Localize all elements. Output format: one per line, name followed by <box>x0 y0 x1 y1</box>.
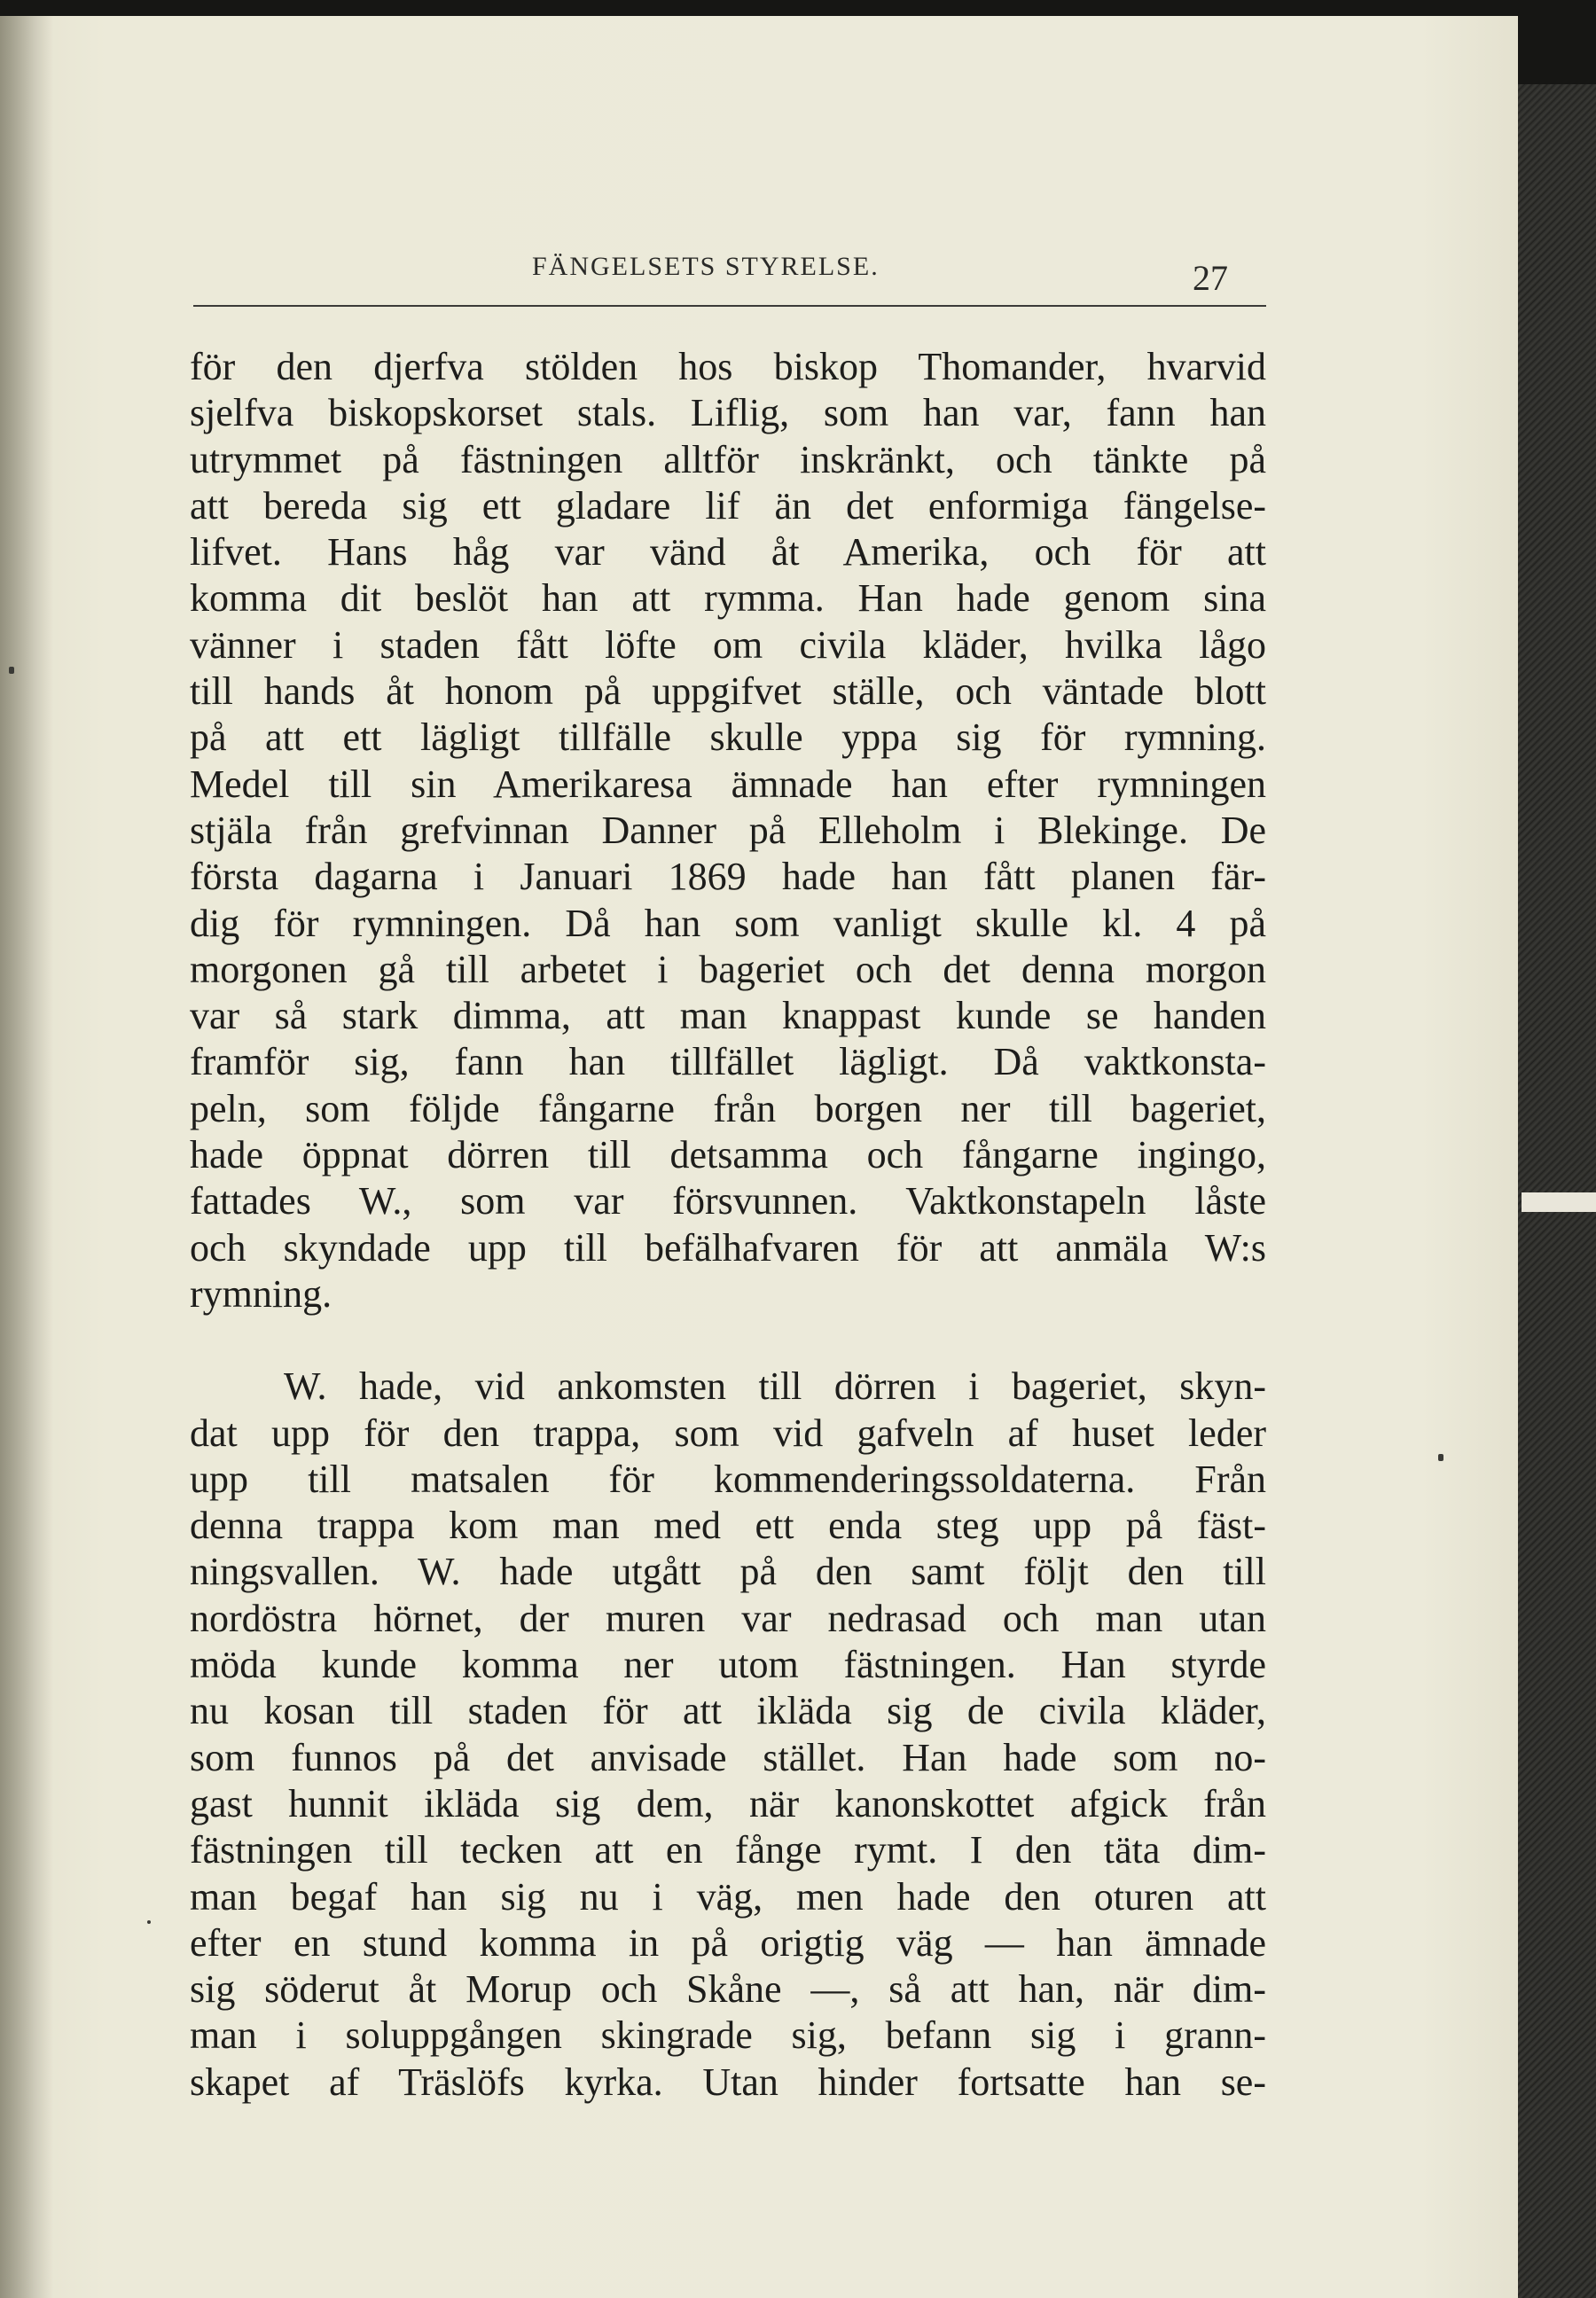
margin-speck <box>1438 1454 1443 1461</box>
text-line: denna trappa kom man med ett enda steg upp på fäst- <box>190 1504 1266 1548</box>
margin-speck <box>147 1920 151 1924</box>
text-line: för den djerfva stölden hos biskop Thomander, hvarvid <box>190 345 1266 388</box>
margin-speck <box>9 667 14 674</box>
text-line: rymning. <box>190 1271 332 1316</box>
text-line: peln, som följde fångarne från borgen ner till bageriet, <box>190 1086 1266 1130</box>
text-line: var så stark dimma, att man knappast kunde se handen <box>190 994 1266 1038</box>
header-rule <box>193 305 1266 307</box>
text-line: skapet af Träslöfs kyrka. Utan hinder fortsatte han se- <box>190 2060 1266 2104</box>
text-line: att bereda sig ett gladare lif än det enformiga fängelse- <box>190 483 1266 528</box>
text-line: sig söderut åt Morup och Skåne —, så att han, när dim- <box>190 1967 1266 2012</box>
paragraph-spacer <box>190 1317 1266 1364</box>
body-text <box>190 344 1266 2106</box>
text-line: komma dit beslöt han att rymma. Han hade genom sina <box>190 576 1266 621</box>
text-line: första dagarna i Januari 1869 hade han fått planen fär- <box>190 855 1266 899</box>
text-line: stjäla från grefvinnan Danner på Elleholm i Blekinge. De <box>190 808 1266 852</box>
text-line: upp till matsalen för kommenderingssoldaterna. Från <box>190 1457 1266 1501</box>
book-binding-edge <box>1518 84 1596 2298</box>
text-line: man i soluppgången skingrade sig, befann sig i grann- <box>190 2013 1266 2058</box>
text-line: nu kosan till staden för att ikläda sig de civila kläder, <box>190 1689 1266 1733</box>
text-line: ningsvallen. W. hade utgått på den samt följt den till <box>190 1550 1266 1594</box>
paragraph-2 <box>190 1364 1266 2106</box>
text-line: hade öppnat dörren till detsamma och fångarne ingingo, <box>190 1133 1266 1177</box>
text-line: morgonen gå till arbetet i bageriet och det denna morgon <box>190 947 1266 991</box>
text-line: vänner i staden fått löfte om civila kläder, hvilka lågo <box>190 622 1266 667</box>
text-line: framför sig, fann han tillfället lägligt. Då vaktkonsta- <box>190 1040 1266 1084</box>
text-line: som funnos på det anvisade stället. Han hade som no- <box>190 1735 1266 1779</box>
text-line: möda kunde komma ner utom fästningen. Han styrde <box>190 1643 1266 1687</box>
text-line: W. hade, vid ankomsten till dörren i bageriet, skyn- <box>284 1364 1266 1409</box>
text-line: fattades W., som var försvunnen. Vaktkonstapeln låste <box>190 1179 1266 1223</box>
page-number: 27 <box>1193 258 1228 298</box>
paragraph-1 <box>190 344 1266 1317</box>
binding-paper-strip <box>1522 1192 1596 1212</box>
text-line: sjelfva biskopskorset stals. Liflig, som han var, fann han <box>190 391 1266 435</box>
text-line: på att ett lägligt tillfälle skulle yppa sig för rymning. <box>190 715 1266 760</box>
text-line: gast hunnit ikläda sig dem, när kanonskottet afgick från <box>190 1781 1266 1825</box>
text-line: dig för rymningen. Då han som vanligt skulle kl. 4 på <box>190 901 1266 945</box>
text-line: lifvet. Hans håg var vänd åt Amerika, och för att <box>190 530 1266 574</box>
text-line: man begaf han sig nu i väg, men hade den oturen att <box>190 1874 1266 1919</box>
text-line: till hands åt honom på uppgifvet ställe, och väntade blott <box>190 669 1266 714</box>
text-line: efter en stund komma in på origtig väg — han ämnade <box>190 1920 1266 1965</box>
running-head-title: FÄNGELSETS STYRELSE. <box>532 252 880 281</box>
text-line: fästningen till tecken att en fånge rymt. I den täta dim- <box>190 1828 1266 1872</box>
text-line: nordöstra hörnet, der muren var nedrasad och man utan <box>190 1596 1266 1640</box>
gutter-shadow <box>0 16 53 2298</box>
text-line: utrymmet på fästningen alltför inskränkt, och tänkte på <box>190 437 1266 481</box>
text-line: och skyndade upp till befälhafvaren för att anmäla W:s <box>190 1225 1266 1270</box>
text-line: Medel till sin Amerikaresa ämnade han efter rymningen <box>190 762 1266 806</box>
text-line: dat upp för den trappa, som vid gafveln af huset leder <box>190 1411 1266 1455</box>
